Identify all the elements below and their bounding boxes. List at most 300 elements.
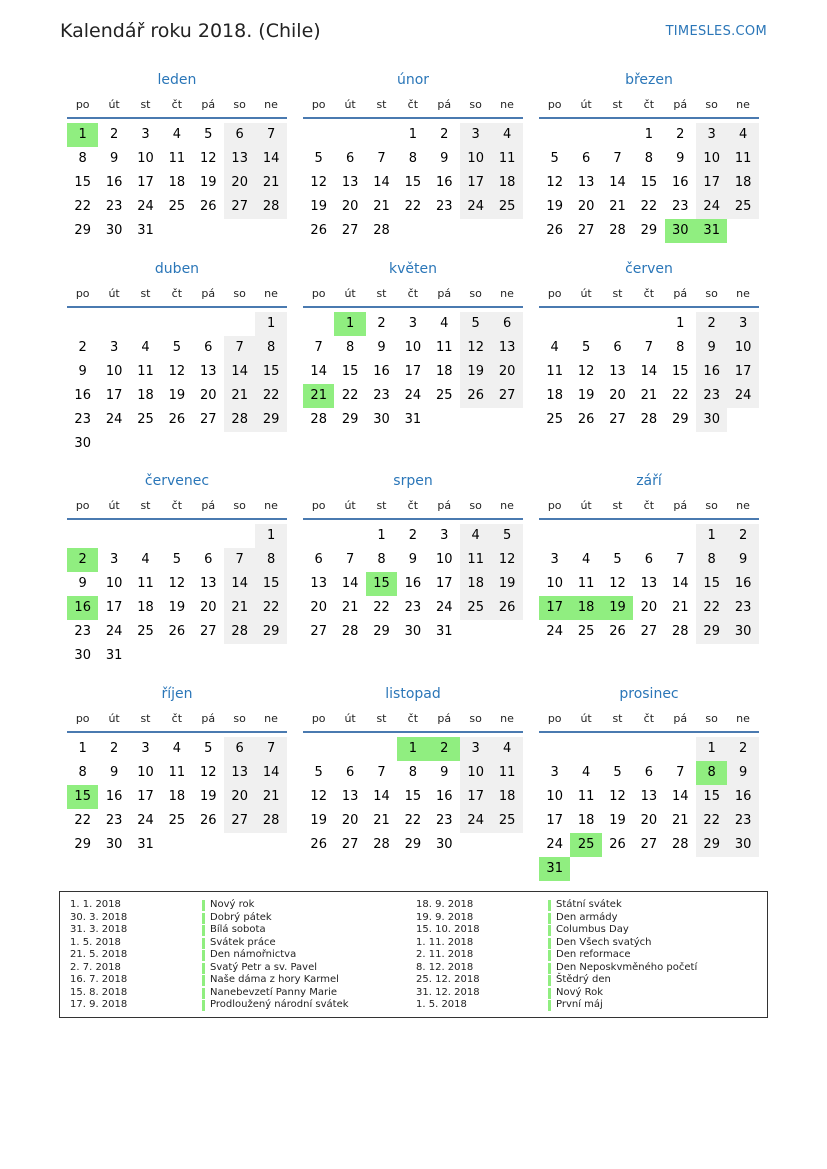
- day-cell: 10: [727, 336, 758, 360]
- legend-color-marker: [548, 925, 551, 936]
- day-grid: [539, 733, 759, 877]
- day-cell: 20: [491, 360, 522, 384]
- legend-column-left: [70, 899, 410, 1012]
- day-cell: 20: [200, 600, 217, 615]
- legend-color-marker: [202, 963, 205, 974]
- day-cell: 9: [408, 552, 418, 567]
- day-cell: 11: [436, 340, 453, 355]
- month-name: květen: [389, 261, 437, 277]
- weekday-label: po: [547, 499, 562, 512]
- day-cell: 31: [105, 648, 123, 663]
- day-cell: 5: [172, 552, 182, 567]
- legend-row: [70, 987, 410, 1000]
- day-cell: 2: [727, 524, 758, 548]
- day-cell: 25: [168, 813, 186, 828]
- day-cell: 29: [672, 412, 689, 427]
- day-cell: 14: [672, 576, 689, 591]
- day-cell: 8: [696, 548, 727, 572]
- weekday-label: so: [705, 712, 718, 725]
- day-cell: 20: [341, 813, 359, 828]
- weekday-label: út: [344, 98, 356, 111]
- day-cell: 13: [310, 576, 327, 591]
- weekday-label: pá: [201, 712, 216, 725]
- day-cell: 26: [577, 412, 595, 427]
- day-cell: 28: [255, 809, 286, 833]
- weekday-label: po: [75, 712, 90, 725]
- day-cell: 27: [640, 624, 658, 639]
- weekday-label: čt: [407, 98, 419, 111]
- legend-holiday-name: Nový Rok: [556, 986, 604, 998]
- weekday-label: ne: [736, 287, 750, 300]
- day-cell: 30: [404, 624, 422, 639]
- day-cell: 9: [727, 548, 758, 572]
- holiday-cell: 16: [67, 596, 98, 620]
- day-grid: [539, 308, 759, 452]
- day-cell: 17: [137, 175, 154, 190]
- day-cell: 29: [373, 624, 390, 639]
- day-cell: 26: [200, 813, 217, 828]
- day-cell: 27: [200, 624, 217, 639]
- day-cell: 9: [440, 151, 449, 166]
- legend-date: 25. 12. 2018: [416, 974, 480, 985]
- day-cell: 9: [109, 765, 119, 780]
- day-cell: 3: [460, 123, 491, 147]
- day-cell: 14: [255, 761, 286, 785]
- day-cell: 29: [404, 837, 422, 852]
- day-cell: 22: [255, 384, 286, 408]
- day-cell: 28: [373, 223, 390, 238]
- legend-date: 30. 3. 2018: [70, 911, 128, 923]
- day-cell: 17: [460, 785, 491, 809]
- month-září: [539, 473, 759, 664]
- day-cell: 21: [341, 600, 359, 615]
- day-cell: 31: [137, 223, 154, 238]
- holiday-cell: 15: [67, 785, 98, 809]
- day-cell: 18: [168, 175, 186, 190]
- legend-color-marker: [202, 925, 205, 936]
- day-cell: 29: [696, 620, 727, 644]
- day-cell: 10: [696, 147, 727, 171]
- day-cell: 8: [408, 765, 418, 780]
- day-cell: 27: [341, 837, 359, 852]
- day-cell: 24: [696, 195, 727, 219]
- legend-color-marker: [548, 963, 551, 974]
- day-cell: 19: [577, 388, 595, 403]
- day-cell: 13: [491, 336, 522, 360]
- page-title: Kalendář roku 2018. (Chile): [60, 20, 321, 42]
- day-cell: 21: [373, 813, 390, 828]
- weekday-label: čt: [171, 712, 183, 725]
- day-cell: 5: [550, 151, 559, 166]
- day-cell: 3: [141, 127, 150, 142]
- legend-color-marker: [548, 913, 551, 924]
- day-cell: 4: [141, 552, 150, 567]
- weekday-label: ne: [500, 98, 514, 111]
- legend-holiday-name: Den Všech svatých: [556, 936, 652, 948]
- day-cell: 12: [200, 151, 217, 166]
- legend-color-marker: [548, 975, 551, 986]
- day-cell: 14: [373, 789, 390, 804]
- legend-date: 16. 7. 2018: [70, 974, 128, 985]
- day-cell: 26: [460, 384, 491, 408]
- day-cell: 22: [255, 596, 286, 620]
- day-cell: 22: [672, 388, 689, 403]
- day-cell: 30: [436, 837, 453, 852]
- day-cell: 7: [224, 336, 255, 360]
- day-cell: 27: [609, 412, 626, 427]
- day-cell: 7: [644, 340, 654, 355]
- day-cell: 7: [676, 552, 685, 567]
- day-cell: 18: [460, 572, 491, 596]
- day-cell: 23: [696, 384, 727, 408]
- day-cell: 10: [546, 576, 563, 591]
- day-cell: 14: [310, 364, 327, 379]
- day-cell: 4: [581, 552, 591, 567]
- day-cell: 30: [74, 648, 91, 663]
- day-cell: 30: [727, 620, 758, 644]
- day-cell: 2: [727, 737, 758, 761]
- day-cell: 6: [224, 123, 255, 147]
- day-cell: 29: [74, 837, 91, 852]
- day-cell: 8: [644, 151, 654, 166]
- day-cell: 10: [137, 151, 154, 166]
- weekday-label: út: [580, 98, 592, 111]
- month-leden: [67, 72, 287, 263]
- day-cell: 8: [255, 548, 286, 572]
- day-cell: 3: [550, 552, 559, 567]
- day-cell: 6: [204, 552, 213, 567]
- month-červen: [539, 261, 759, 452]
- day-cell: 5: [204, 741, 213, 756]
- day-cell: 19: [200, 175, 217, 190]
- legend-color-marker: [202, 988, 205, 999]
- day-cell: 20: [609, 388, 626, 403]
- month-prosinec: [539, 686, 759, 877]
- holiday-cell: 2: [429, 737, 460, 761]
- weekday-label: so: [705, 499, 718, 512]
- day-cell: 30: [696, 408, 727, 432]
- day-cell: 16: [696, 360, 727, 384]
- legend-row: [416, 912, 756, 925]
- weekday-label: út: [108, 712, 120, 725]
- weekday-label: pá: [201, 98, 216, 111]
- legend-holiday-name: Den Neposkvměného početí: [556, 961, 698, 973]
- day-cell: 16: [373, 364, 390, 379]
- day-cell: 27: [577, 223, 595, 238]
- day-cell: 15: [255, 572, 286, 596]
- weekday-label: pá: [673, 98, 688, 111]
- day-cell: 22: [341, 388, 359, 403]
- day-cell: 5: [314, 765, 323, 780]
- day-cell: 31: [404, 412, 422, 427]
- day-cell: 7: [314, 340, 323, 355]
- day-cell: 1: [255, 524, 286, 548]
- legend-holiday-name: Den reformace: [556, 949, 631, 960]
- weekday-label: so: [705, 98, 718, 111]
- day-cell: 29: [341, 412, 359, 427]
- legend-color-marker: [202, 975, 205, 986]
- weekday-label: pá: [673, 287, 688, 300]
- legend-holiday-name: Nový rok: [210, 899, 255, 910]
- day-cell: 22: [404, 199, 422, 214]
- holiday-cell: 1: [334, 312, 365, 336]
- legend-holiday-name: Státní svátek: [556, 899, 622, 910]
- legend-row: [416, 899, 756, 912]
- weekday-label: čt: [643, 712, 655, 725]
- day-cell: 27: [200, 412, 217, 427]
- day-cell: 4: [550, 340, 559, 355]
- weekday-header: [303, 285, 523, 308]
- weekday-header: [539, 497, 759, 520]
- day-cell: 30: [74, 436, 91, 451]
- weekday-header: [539, 96, 759, 119]
- weekday-label: ne: [264, 499, 278, 512]
- weekday-label: st: [612, 98, 623, 111]
- day-cell: 17: [436, 576, 453, 591]
- day-cell: 3: [109, 552, 119, 567]
- legend-holiday-name: Columbus Day: [556, 924, 629, 935]
- weekday-label: út: [344, 499, 356, 512]
- weekday-label: pá: [201, 499, 216, 512]
- day-cell: 24: [105, 624, 123, 639]
- day-cell: 24: [137, 199, 154, 214]
- day-cell: 28: [640, 412, 658, 427]
- day-cell: 7: [345, 552, 355, 567]
- day-cell: 13: [609, 364, 626, 379]
- holiday-cell: 1: [67, 123, 98, 147]
- month-name: březen: [625, 72, 673, 88]
- legend-row: [416, 999, 756, 1012]
- day-cell: 1: [696, 524, 727, 548]
- legend-holiday-name: Svátek práce: [210, 936, 276, 948]
- weekday-label: čt: [643, 287, 655, 300]
- day-cell: 10: [137, 765, 154, 780]
- day-cell: 1: [408, 127, 418, 142]
- day-cell: 11: [168, 765, 186, 780]
- legend-row: [416, 974, 756, 987]
- day-cell: 8: [78, 765, 87, 780]
- weekday-label: čt: [171, 98, 183, 111]
- day-cell: 4: [172, 741, 182, 756]
- day-cell: 20: [640, 813, 658, 828]
- day-cell: 9: [696, 336, 727, 360]
- day-cell: 12: [310, 789, 327, 804]
- day-cell: 2: [78, 340, 87, 355]
- day-cell: 21: [224, 384, 255, 408]
- day-cell: 7: [255, 737, 286, 761]
- weekday-label: so: [705, 287, 718, 300]
- day-cell: 4: [581, 765, 591, 780]
- weekday-label: so: [233, 98, 246, 111]
- day-cell: 23: [672, 199, 689, 214]
- legend-color-marker: [548, 950, 551, 961]
- day-cell: 20: [577, 199, 595, 214]
- weekday-label: ne: [264, 712, 278, 725]
- month-name: leden: [157, 72, 197, 88]
- day-cell: 6: [644, 552, 654, 567]
- legend-holiday-name: Den armády: [556, 911, 618, 923]
- weekday-label: po: [547, 98, 562, 111]
- day-cell: 3: [408, 316, 418, 331]
- legend-date: 31. 12. 2018: [416, 986, 480, 998]
- legend-row: [70, 937, 410, 950]
- day-cell: 7: [676, 765, 685, 780]
- day-cell: 14: [672, 789, 689, 804]
- day-cell: 8: [345, 340, 355, 355]
- day-cell: 6: [224, 737, 255, 761]
- day-cell: 17: [105, 600, 123, 615]
- legend-holiday-name: Nanebevzetí Panny Marie: [210, 986, 338, 998]
- day-cell: 21: [640, 388, 658, 403]
- day-cell: 9: [78, 576, 87, 591]
- day-cell: 18: [436, 364, 453, 379]
- day-cell: 15: [672, 364, 689, 379]
- weekday-label: ne: [500, 712, 514, 725]
- day-cell: 17: [546, 813, 563, 828]
- day-cell: 7: [613, 151, 622, 166]
- day-cell: 6: [491, 312, 522, 336]
- day-cell: 27: [310, 624, 327, 639]
- day-cell: 25: [577, 624, 595, 639]
- day-cell: 27: [640, 837, 658, 852]
- legend-row: [70, 924, 410, 937]
- day-cell: 13: [341, 789, 359, 804]
- legend-color-marker: [202, 900, 205, 911]
- weekday-label: út: [580, 712, 592, 725]
- day-cell: 19: [491, 572, 522, 596]
- legend-color-marker: [202, 938, 205, 949]
- weekday-label: pá: [673, 499, 688, 512]
- day-cell: 22: [74, 813, 91, 828]
- day-cell: 22: [696, 809, 727, 833]
- day-cell: 11: [491, 761, 522, 785]
- weekday-label: pá: [437, 98, 452, 111]
- month-name: listopad: [385, 686, 441, 702]
- weekday-header: [539, 285, 759, 308]
- day-cell: 9: [440, 765, 449, 780]
- day-cell: 1: [255, 312, 286, 336]
- day-cell: 3: [141, 741, 150, 756]
- day-cell: 12: [577, 364, 595, 379]
- day-cell: 29: [255, 620, 286, 644]
- day-cell: 28: [373, 837, 390, 852]
- weekday-header: [303, 710, 523, 733]
- weekday-label: so: [233, 287, 246, 300]
- day-cell: 2: [408, 528, 418, 543]
- day-cell: 29: [640, 223, 658, 238]
- day-cell: 6: [345, 765, 355, 780]
- day-cell: 11: [168, 151, 186, 166]
- day-cell: 15: [696, 572, 727, 596]
- weekday-label: st: [612, 287, 623, 300]
- day-cell: 19: [168, 600, 186, 615]
- day-cell: 15: [404, 789, 422, 804]
- day-cell: 17: [105, 388, 123, 403]
- legend-holiday-name: Svatý Petr a sv. Pavel: [210, 961, 318, 973]
- day-cell: 28: [255, 195, 286, 219]
- day-cell: 25: [546, 412, 563, 427]
- day-cell: 29: [74, 223, 91, 238]
- day-cell: 15: [74, 175, 91, 190]
- holiday-cell: 31: [539, 857, 570, 881]
- brand-link[interactable]: TIMESLES.COM: [665, 24, 767, 39]
- day-cell: 5: [491, 524, 522, 548]
- day-cell: 28: [224, 408, 255, 432]
- day-cell: 7: [377, 151, 386, 166]
- day-cell: 15: [255, 360, 286, 384]
- legend-row: [70, 962, 410, 975]
- day-grid: [67, 520, 287, 664]
- day-cell: 13: [200, 576, 217, 591]
- day-cell: 27: [224, 809, 255, 833]
- day-cell: 14: [224, 360, 255, 384]
- day-cell: 27: [341, 223, 359, 238]
- day-cell: 5: [613, 765, 622, 780]
- weekday-label: čt: [643, 499, 655, 512]
- month-únor: [303, 72, 523, 263]
- weekday-label: po: [311, 98, 326, 111]
- day-cell: 5: [204, 127, 213, 142]
- day-grid: [303, 520, 523, 664]
- day-cell: 8: [408, 151, 418, 166]
- day-cell: 23: [727, 809, 758, 833]
- day-cell: 27: [491, 384, 522, 408]
- weekday-label: pá: [437, 499, 452, 512]
- day-cell: 19: [310, 199, 327, 214]
- legend-color-marker: [548, 988, 551, 999]
- day-cell: 4: [491, 737, 522, 761]
- legend-date: 2. 11. 2018: [416, 949, 474, 960]
- day-cell: 19: [609, 813, 626, 828]
- day-cell: 7: [224, 548, 255, 572]
- day-cell: 5: [581, 340, 591, 355]
- day-cell: 12: [310, 175, 327, 190]
- day-cell: 9: [78, 364, 87, 379]
- day-cell: 3: [109, 340, 119, 355]
- day-cell: 26: [168, 624, 186, 639]
- weekday-label: po: [311, 712, 326, 725]
- day-cell: 8: [377, 552, 386, 567]
- month-březen: [539, 72, 759, 263]
- weekday-label: st: [140, 499, 151, 512]
- day-cell: 6: [204, 340, 213, 355]
- month-name: červen: [625, 261, 673, 277]
- day-cell: 16: [727, 785, 758, 809]
- legend-row: [70, 949, 410, 962]
- day-cell: 14: [609, 175, 626, 190]
- day-cell: 10: [460, 761, 491, 785]
- day-cell: 23: [727, 596, 758, 620]
- day-grid: [539, 520, 759, 664]
- legend-color-marker: [548, 900, 551, 911]
- day-cell: 2: [440, 127, 449, 142]
- day-cell: 30: [105, 837, 123, 852]
- day-cell: 19: [168, 388, 186, 403]
- weekday-header: [67, 710, 287, 733]
- day-cell: 29: [255, 408, 286, 432]
- day-cell: 25: [491, 195, 522, 219]
- day-cell: 7: [255, 123, 286, 147]
- legend-date: 31. 3. 2018: [70, 924, 128, 935]
- day-grid: [67, 119, 287, 263]
- day-cell: 13: [640, 576, 658, 591]
- day-cell: 13: [577, 175, 595, 190]
- weekday-label: ne: [736, 712, 750, 725]
- legend-date: 1. 5. 2018: [70, 936, 121, 948]
- day-cell: 24: [460, 195, 491, 219]
- legend-row: [416, 962, 756, 975]
- day-cell: 24: [460, 809, 491, 833]
